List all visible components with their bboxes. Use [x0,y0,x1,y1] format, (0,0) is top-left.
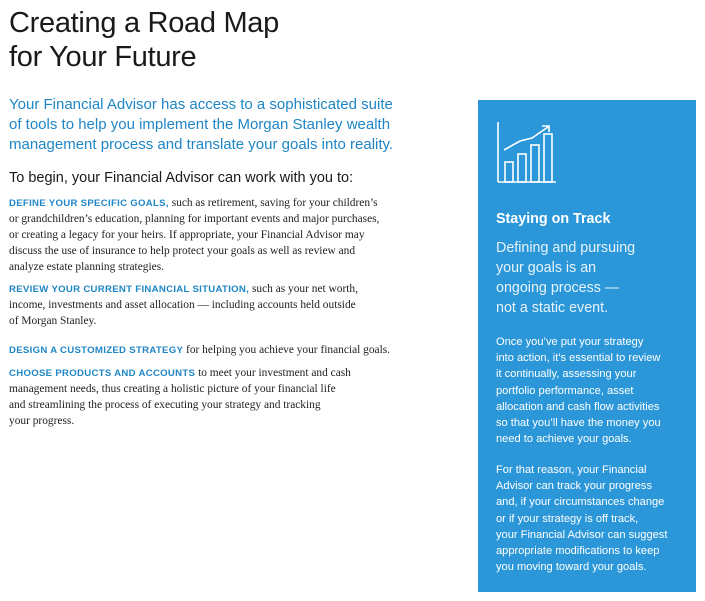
item-text: to meet your investment and cash [195,367,351,379]
panel-line: Once you’ve put your strategy [496,336,644,348]
item-first-line [9,366,439,382]
panel-line: or if your strategy is off track, [496,512,639,525]
panel-subtitle-line: not a static event. [496,300,609,316]
item-keyword: REVIEW YOUR CURRENT FINANCIAL SITUATION, [9,284,250,295]
panel-subtitle [496,238,691,318]
panel-subtitle-line: ongoing process — [496,280,620,296]
item-keyword: DESIGN A CUSTOMIZED STRATEGY [9,345,184,356]
item-choose-products [9,366,439,430]
item-define-goals [9,196,439,276]
panel-line: into action, it’s essential to review [496,352,661,365]
panel-line: allocation and cash flow activities [496,400,660,413]
intro-line: of tools to help you implement the Morgan Stanley wealth [9,116,391,133]
staying-on-track-panel [478,100,696,592]
item-line: or grandchildren’s education, planning for important events and major purchases, [9,212,380,225]
panel-paragraph-1 [496,334,691,447]
panel-subtitle-line: Defining and pursuing [496,240,636,256]
panel-line: so that you’ll have the money you [496,417,661,430]
intro-line: management process and translate your goals into reality. [9,136,394,153]
intro-line: Your Financial Advisor has access to a sophisticated suite [9,96,393,113]
item-text: for helping you achieve your financial goals. [183,344,391,356]
item-first-line [9,282,439,298]
panel-line: For that reason, your Financial [496,464,647,476]
item-first-line [9,196,439,212]
bar-chart-growth-icon [496,120,558,184]
item-line: or creating a legacy for your heirs. If appropriate, your Financial Advisor may [9,228,365,241]
panel-line: you moving toward your goals. [496,561,647,574]
panel-line: appropriate modifications to keep [496,545,660,558]
item-line: discuss the use of insurance to help protect your goals as well as review and [9,244,356,257]
item-line: your progress. [9,414,75,427]
title-line: Creating a Road Map [9,7,279,39]
panel-line: need to achieve your goals. [496,433,632,446]
intro-paragraph [9,95,429,155]
panel-line: your Financial Advisor can suggest [496,528,668,541]
item-line: of Morgan Stanley. [9,314,97,327]
lead-sentence: To begin, your Financial Advisor can work with you to: [9,170,354,186]
item-line: management needs, thus creating a holistic picture of your financial life [9,382,336,395]
panel-paragraph-2 [496,462,691,575]
item-review-situation [9,282,439,330]
item-first-line [9,343,439,359]
panel-line: it continually, assessing your [496,368,637,381]
item-keyword: DEFINE YOUR SPECIFIC GOALS, [9,198,169,209]
panel-subtitle-line: your goals is an [496,260,597,276]
page-title [9,6,449,74]
panel-line: Advisor can track your progress [496,480,652,493]
item-keyword: CHOOSE PRODUCTS AND ACCOUNTS [9,368,196,379]
item-line: analyze estate planning strategies. [9,260,164,273]
item-design-strategy [9,343,439,359]
panel-title: Staying on Track [496,211,611,227]
item-text: such as your net worth, [249,283,358,295]
panel-line: portfolio performance, asset [496,384,634,397]
panel-line: and, if your circumstances change [496,496,665,509]
item-line: income, investments and asset allocation — including accounts held outside [9,298,356,311]
item-line: and streamlining the process of executing your strategy and tracking [9,398,321,411]
title-line: for Your Future [9,41,197,73]
item-text: such as retirement, saving for your children’s [168,197,378,209]
